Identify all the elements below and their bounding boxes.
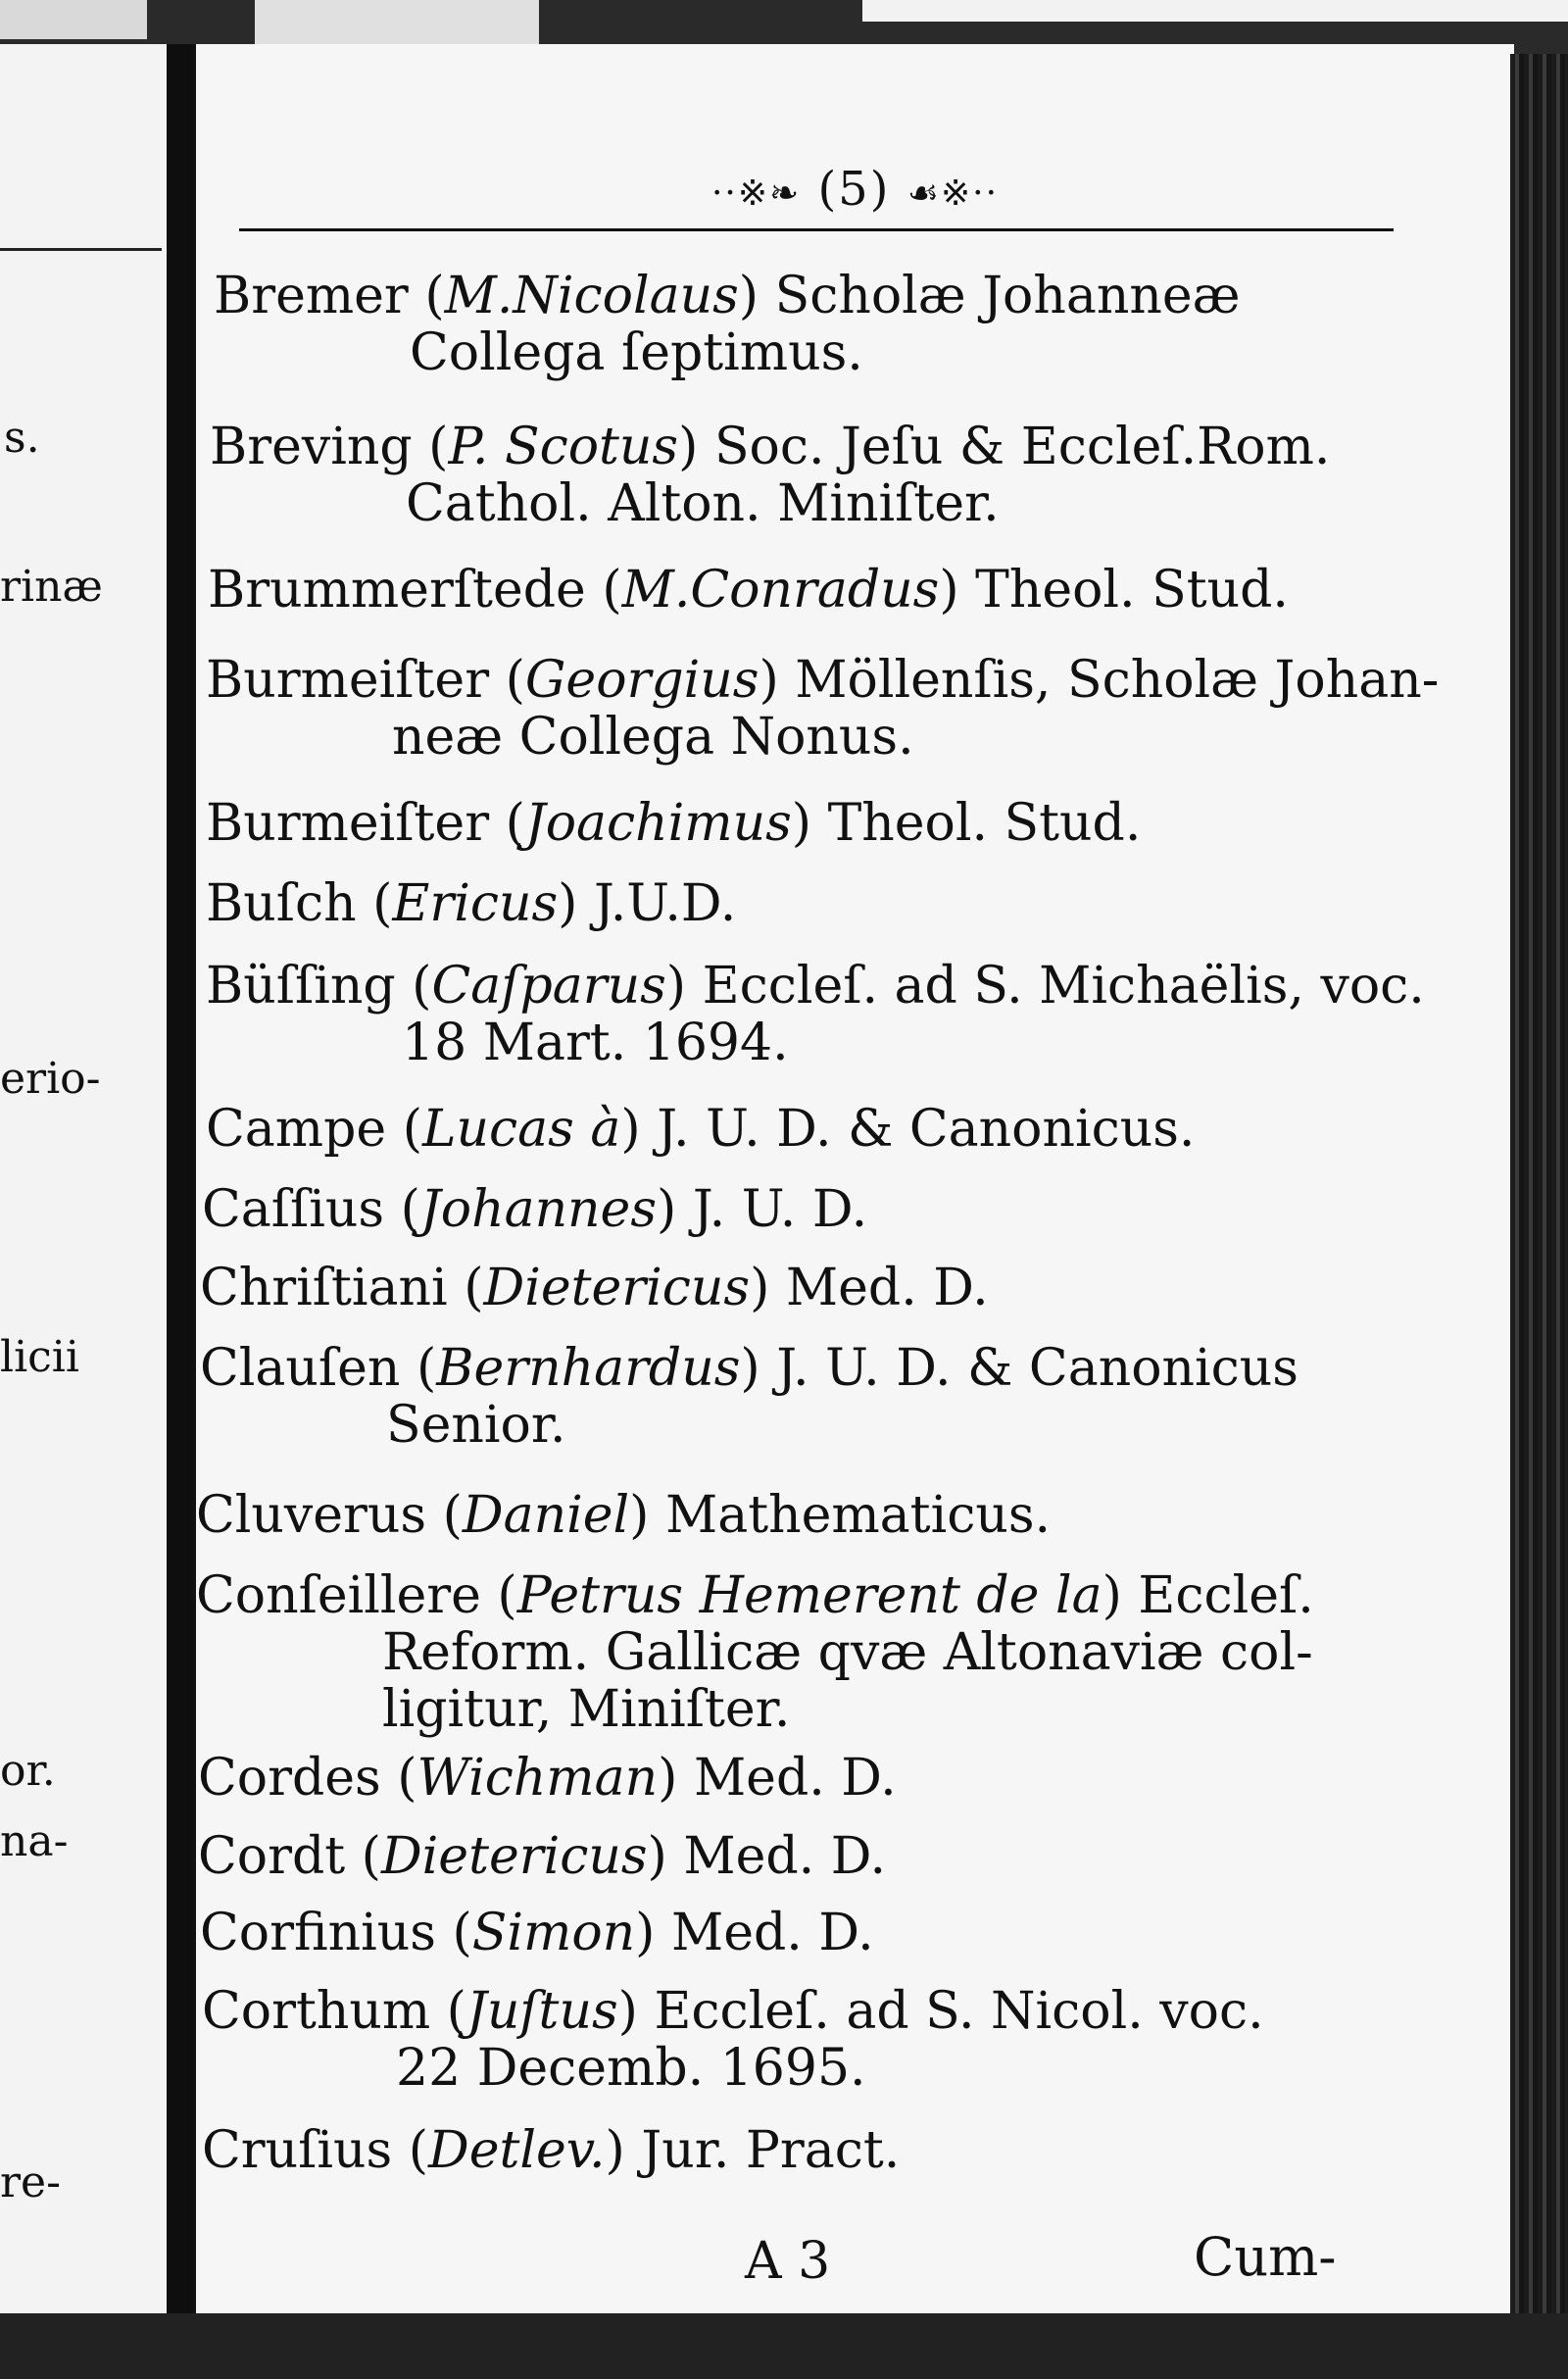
entry-given-name: Detlev. xyxy=(428,2121,606,2180)
register-entry xyxy=(214,268,1240,381)
entry-first-line: Campe (Lucas à) J. U. D. & Canonicus. xyxy=(206,1100,1196,1159)
entry-continuation-line: Cathol. Alton. Miniſter. xyxy=(406,474,1000,533)
entry-description: Med. D. xyxy=(785,1259,989,1317)
register-entry xyxy=(198,1750,897,1807)
ornament-right-icon: ☙※·· xyxy=(906,173,1000,214)
facing-page-fragment: na- xyxy=(0,1816,69,1866)
entry-description: J. U. D. xyxy=(692,1180,868,1239)
entry-surname: Büſſing xyxy=(206,957,396,1016)
register-entry xyxy=(208,562,1289,619)
register-entry xyxy=(200,1905,874,1961)
entry-continuation-line: ligitur, Miniſter. xyxy=(382,1680,791,1739)
entry-surname: Burmeiſter xyxy=(206,651,490,710)
entry-continuation-line: Senior. xyxy=(386,1396,566,1455)
facing-page-fragment: s. xyxy=(4,413,40,463)
entry-first-line: Burmeiſter (Georgius) Möllenſis, Scholæ Johan- xyxy=(206,651,1440,710)
entry-surname: Corthum xyxy=(202,1982,431,2041)
entry-given-name: Dietericus xyxy=(380,1827,648,1886)
entry-surname: Buſch xyxy=(206,874,357,933)
entry-given-name: Bernhardus xyxy=(436,1339,741,1398)
entry-first-line: Cluverus (Daniel) Mathematicus. xyxy=(196,1486,1052,1545)
entry-description: Med. D. xyxy=(693,1749,897,1808)
entry-surname: Cordt xyxy=(198,1827,346,1886)
scan-top-margin-left xyxy=(0,0,147,39)
entry-description: Eccleſ. xyxy=(1138,1566,1314,1625)
entry-given-name: Petrus Hemerent de la xyxy=(516,1566,1102,1625)
entry-continuation-line: neæ Collega Nonus. xyxy=(392,708,914,767)
entry-description: Mathematicus. xyxy=(664,1486,1052,1545)
page-edges xyxy=(1510,54,1568,2318)
entry-first-line: Corthum (Juſtus) Eccleſ. ad S. Nicol. voc. xyxy=(202,1982,1264,2041)
entry-surname: Burmeiſter xyxy=(206,794,490,853)
entry-given-name: Caſparus xyxy=(431,957,666,1016)
entry-description: Soc. Jeſu & Eccleſ.Rom. xyxy=(713,418,1331,476)
entry-given-name: Daniel xyxy=(462,1486,630,1545)
entry-first-line: Burmeiſter (Joachimus) Theol. Stud. xyxy=(206,794,1142,853)
entry-description: Theol. Stud. xyxy=(827,794,1142,853)
entry-description: Scholæ Johanneæ xyxy=(774,267,1241,325)
entry-first-line: Cordt (Dietericus) Med. D. xyxy=(198,1827,887,1886)
book-page xyxy=(192,44,1514,2323)
register-entry xyxy=(200,1260,989,1316)
entry-first-line: Cordes (Wichman) Med. D. xyxy=(198,1749,897,1808)
scan-bottom-band xyxy=(0,2313,1568,2379)
entry-given-name: Dietericus xyxy=(483,1259,751,1317)
register-entry xyxy=(200,1340,1298,1454)
entry-description: Eccleſ. ad S. Michaëlis, voc. xyxy=(702,957,1425,1016)
facing-page-fragment: re- xyxy=(0,2157,61,2207)
facing-page-fragment: licii xyxy=(0,1332,79,1382)
entry-description: J. U. D. & Canonicus xyxy=(776,1339,1298,1398)
entry-description: Theol. Stud. xyxy=(975,561,1289,620)
facing-page xyxy=(0,44,170,2318)
entry-surname: Brummerſtede xyxy=(208,561,586,620)
entry-continuation-line: 18 Mart. 1694. xyxy=(402,1014,789,1072)
register-entry xyxy=(196,1487,1051,1544)
facing-page-fragment: erio- xyxy=(0,1054,101,1104)
entry-description: Eccleſ. ad S. Nicol. voc. xyxy=(654,1982,1264,2041)
register-entry xyxy=(202,1983,1264,2097)
entry-given-name: Simon xyxy=(471,1904,636,1962)
entry-surname: Chriſtiani xyxy=(200,1259,448,1317)
scan-top-margin-center xyxy=(255,0,539,47)
entry-continuation-line: 22 Decemb. 1695. xyxy=(396,2039,866,2098)
entry-first-line: Büſſing (Caſparus) Eccleſ. ad S. Michaëlis, voc. xyxy=(206,957,1425,1016)
entry-surname: Campe xyxy=(206,1100,387,1159)
entry-surname: Cruſius xyxy=(202,2121,393,2180)
signature-mark: A 3 xyxy=(745,2232,831,2291)
facing-page-fragment: or. xyxy=(0,1746,56,1796)
entry-first-line: Clauſen (Bernhardus) J. U. D. & Canonicus xyxy=(200,1339,1298,1398)
entry-surname: Bremer xyxy=(214,267,409,325)
entry-given-name: Ericus xyxy=(392,874,559,933)
facing-page-rule xyxy=(0,248,162,251)
register-entry xyxy=(210,419,1330,532)
register-entry xyxy=(206,958,1425,1071)
register-entry xyxy=(202,1181,867,1238)
running-head xyxy=(196,162,1514,217)
register-entry xyxy=(206,652,1439,766)
header-rule xyxy=(239,228,1394,231)
entry-surname: Clauſen xyxy=(200,1339,401,1398)
entry-given-name: Juſtus xyxy=(466,1982,618,2041)
entry-description: J. U. D. & Canonicus. xyxy=(657,1100,1196,1159)
register-entry xyxy=(198,1828,886,1885)
register-entry xyxy=(206,795,1141,852)
entry-surname: Conſeillere xyxy=(196,1566,481,1625)
entry-given-name: Joachimus xyxy=(524,794,792,853)
register-entry xyxy=(206,1101,1195,1158)
entry-given-name: M.Nicolaus xyxy=(444,267,739,325)
entry-surname: Caſſius xyxy=(202,1180,385,1239)
entry-given-name: Lucas à xyxy=(422,1100,621,1159)
entry-continuation-line: Reform. Gallicæ qvæ Altonaviæ col- xyxy=(382,1623,1313,1682)
entry-description: Med. D. xyxy=(683,1827,887,1886)
entry-description: Möllenſis, Scholæ Johan- xyxy=(795,651,1440,710)
page-number: (5) xyxy=(817,162,891,217)
facing-page-fragment: rinæ xyxy=(0,562,103,612)
entry-given-name: Georgius xyxy=(524,651,760,710)
entry-first-line: Conſeillere (Petrus Hemerent de la) Eccleſ. xyxy=(196,1566,1314,1625)
entry-first-line: Breving (P. Scotus) Soc. Jeſu & Eccleſ.Rom. xyxy=(210,418,1331,476)
entry-given-name: Johannes xyxy=(419,1180,658,1239)
entry-given-name: P. Scotus xyxy=(448,418,679,476)
entry-description: J.U.D. xyxy=(593,874,737,933)
entry-given-name: Wichman xyxy=(416,1749,659,1808)
entry-description: Jur. Pract. xyxy=(641,2121,901,2180)
catchword: Cum- xyxy=(1194,2226,1337,2288)
entry-first-line: Chriſtiani (Dietericus) Med. D. xyxy=(200,1259,989,1317)
register-entry xyxy=(196,1567,1314,1738)
entry-first-line: Bremer (M.Nicolaus) Scholæ Johanneæ xyxy=(214,267,1241,325)
entry-first-line: Brummerſtede (M.Conradus) Theol. Stud. xyxy=(208,561,1289,620)
entry-surname: Cluverus xyxy=(196,1486,427,1545)
ornament-left-icon: ··※❧ xyxy=(710,173,802,214)
entry-first-line: Corfinius (Simon) Med. D. xyxy=(200,1904,874,1962)
entry-first-line: Buſch (Ericus) J.U.D. xyxy=(206,874,737,933)
entry-given-name: M.Conradus xyxy=(621,561,940,620)
entry-surname: Cordes xyxy=(198,1749,381,1808)
entry-description: Med. D. xyxy=(670,1904,874,1962)
register-entry xyxy=(202,2122,900,2179)
entry-continuation-line: Collega ſeptimus. xyxy=(410,323,863,382)
register-entry xyxy=(206,875,736,932)
entry-surname: Breving xyxy=(210,418,413,476)
scan-top-margin-right xyxy=(862,0,1568,22)
entry-first-line: Caſſius (Johannes) J. U. D. xyxy=(202,1180,868,1239)
entry-surname: Corfinius xyxy=(200,1904,436,1962)
entry-first-line: Cruſius (Detlev.) Jur. Pract. xyxy=(202,2121,901,2180)
